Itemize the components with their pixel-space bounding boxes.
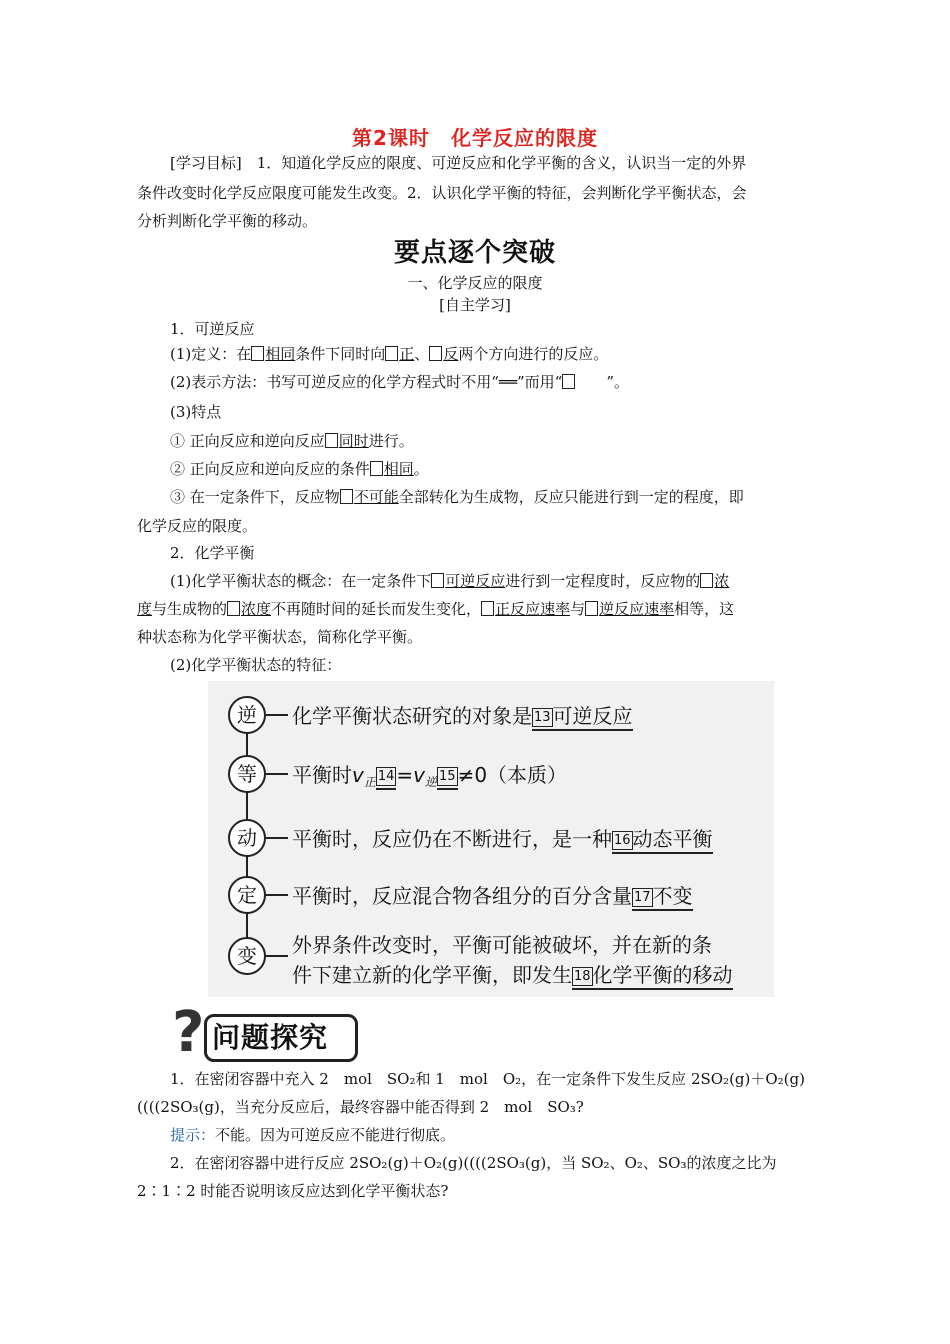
- text: 同时: [338, 432, 369, 450]
- blank-8: [700, 572, 729, 590]
- text: 相同: [383, 460, 414, 478]
- connector-dash: [266, 714, 288, 716]
- subscript: 正: [363, 775, 376, 789]
- text: ③ 在一定条件下，反应物: [170, 488, 340, 506]
- blank-11: [585, 600, 674, 618]
- answer-17: [632, 884, 693, 911]
- text: 、: [414, 345, 430, 363]
- self-study-label: [自主学习]: [439, 296, 511, 314]
- blank-box: [429, 346, 442, 361]
- subscript: 逆: [425, 775, 438, 789]
- q1-hint: [170, 1124, 455, 1145]
- section-heading: 要点逐个突破: [393, 238, 556, 268]
- text: 相等，这: [674, 600, 735, 618]
- blank-box: [370, 461, 383, 476]
- text: 平衡时，反应混合物各组分的百分含量: [292, 884, 632, 908]
- answer-13: [532, 704, 633, 731]
- text: 浓度: [241, 600, 272, 618]
- feature-ding-text: [292, 880, 693, 909]
- inquiry-banner: [170, 1000, 360, 1065]
- text: 平衡时，反应仍在不断进行，是一种: [292, 827, 612, 851]
- connector-dash: [266, 955, 288, 957]
- feature-ni-text: [292, 700, 633, 729]
- text: 度: [137, 600, 153, 618]
- objectives-text1: 1．知道化学反应的限度、可逆反应和化学平衡的含义，认识当一定的外界: [241, 154, 747, 172]
- number-box: 14: [377, 769, 395, 784]
- s2-concept-line3: 种状态称为化学平衡状态，简称化学平衡。: [137, 628, 423, 646]
- subsection-heading: 一、化学反应的限度: [407, 274, 543, 292]
- node-ding: 定: [228, 876, 266, 914]
- node-ni: 逆: [228, 696, 266, 734]
- text: 化学平衡的移动: [592, 963, 733, 987]
- text: ① 正向反应和逆向反应: [170, 432, 325, 450]
- s1-notation: [170, 371, 629, 392]
- answer-18: [572, 963, 733, 990]
- number-box: 13: [534, 710, 551, 725]
- text: 动态平衡: [632, 827, 713, 851]
- text: 全部转化为生成物，反应只能进行到一定的程度，即: [398, 488, 744, 506]
- answer-15: [437, 763, 458, 790]
- blank-box: [325, 433, 338, 448]
- text: 。: [413, 460, 429, 478]
- text: 平衡时: [292, 763, 352, 787]
- answer-14: [376, 763, 397, 790]
- q1-line2: ((((2SO₃(g)，当充分反应后，最终容器中能否得到 2 mol SO₃?: [137, 1098, 584, 1116]
- text: 不变: [652, 884, 693, 908]
- objectives-line3: 分析判断化学平衡的移动。: [137, 212, 318, 230]
- connector-dash: [266, 894, 288, 896]
- objectives-line1: [170, 148, 746, 178]
- text: 反: [443, 345, 459, 363]
- q2-line2: 2∶1∶2 时能否说明该反应达到化学平衡状态?: [137, 1182, 449, 1200]
- text: 与生成物的: [152, 600, 228, 618]
- feature-dong-text: [292, 823, 713, 852]
- feature-bian-text-1: 外界条件改变时，平衡可能被破坏，并在新的条: [292, 933, 712, 957]
- blank-3: [429, 345, 458, 363]
- s1-feature-3: [170, 486, 744, 507]
- blank-7: [431, 572, 505, 590]
- page-title: 第2课时 化学反应的限度: [352, 126, 598, 150]
- text: (2)表示方法：书写可逆反应的化学方程式时不用“══”而用“: [170, 373, 563, 391]
- connector-dash: [266, 837, 288, 839]
- text: (1)定义：在: [170, 345, 252, 363]
- blank-9: [227, 600, 271, 618]
- hint-text: 不能。因为可逆反应不能进行彻底。: [215, 1126, 456, 1144]
- text: 化学平衡状态研究的对象是: [292, 704, 532, 728]
- text: 不再随时间的延长而发生变化，: [271, 600, 482, 618]
- s1-feature-3-cont: 化学反应的限度。: [137, 517, 258, 535]
- node-bian: 变: [228, 937, 266, 975]
- s1-definition: [170, 343, 608, 364]
- blank-box: [585, 601, 598, 616]
- banner-title: 问题探究: [212, 1021, 329, 1054]
- q1-line1: 1．在密闭容器中充入 2 mol SO₂和 1 mol O₂，在一定条件下发生反应 2SO₂(g)＋O₂(g): [170, 1070, 805, 1088]
- number-box: 16: [614, 833, 631, 848]
- question-mark-icon: ?: [172, 1000, 205, 1065]
- equilibrium-features-diagram: [208, 681, 774, 997]
- q2-line1: 2．在密闭容器中进行反应 2SO₂(g)＋O₂(g)((((2SO₃(g)，当 SO₂、O₂、SO₃的浓度之比为: [170, 1154, 777, 1172]
- text: 不可能: [353, 488, 399, 506]
- feature-deng-text: [292, 759, 567, 790]
- text: 进行到一定程度时，反应物的: [505, 572, 701, 590]
- blank-2: [385, 345, 414, 363]
- velocity-symbol: v: [352, 763, 364, 787]
- node-deng: 等: [228, 755, 266, 793]
- text: 件下建立新的化学平衡，即发生: [292, 963, 572, 987]
- text: 可逆反应: [552, 704, 633, 728]
- text: 两个方向进行的反应。: [458, 345, 609, 363]
- text: 与: [570, 600, 586, 618]
- s2-concept-line2: [137, 598, 734, 619]
- blank-6: [340, 488, 399, 506]
- text: 可逆反应: [445, 572, 506, 590]
- blank-box: [340, 489, 353, 504]
- blank-box: [481, 601, 494, 616]
- objectives-label: [学习目标]: [170, 154, 242, 172]
- text: ≠0（本质）: [457, 763, 568, 787]
- s1-feature-1: [170, 430, 414, 451]
- number-box: 18: [574, 969, 591, 984]
- text: 条件下同时向: [295, 345, 386, 363]
- s1-feature-2: [170, 458, 429, 479]
- objectives-line2: 条件改变时化学反应限度可能发生改变。2．认识化学平衡的特征，会判断化学平衡状态，会: [137, 184, 747, 202]
- text: ② 正向反应和逆向反应的条件: [170, 460, 370, 478]
- blank-box: [227, 601, 240, 616]
- text: 进行。: [368, 432, 414, 450]
- text: (1)化学平衡状态的概念：在一定条件下: [170, 572, 432, 590]
- blank-box: [700, 573, 713, 588]
- text: =: [396, 763, 414, 787]
- s2-features-heading: (2)化学平衡状态的特征：: [170, 656, 342, 674]
- blank-box: [562, 374, 575, 389]
- node-dong: 动: [228, 819, 266, 857]
- feature-bian-text-2: [292, 959, 733, 988]
- s1-feature-heading: (3)特点: [170, 403, 222, 421]
- s1-heading: 1．可逆反应: [170, 320, 255, 338]
- blank-box: [251, 346, 264, 361]
- blank-5: [370, 460, 414, 478]
- number-box: 15: [439, 769, 456, 784]
- text: 正反应速率: [495, 600, 571, 618]
- text: 正: [399, 345, 415, 363]
- velocity-symbol: v: [413, 763, 426, 787]
- connector-dash: [266, 773, 288, 775]
- blank-box: [385, 346, 398, 361]
- answer-16: [612, 827, 713, 854]
- text: 相同: [265, 345, 296, 363]
- text: 逆反应速率: [599, 600, 675, 618]
- blank-box: [431, 573, 444, 588]
- blank-10: [481, 600, 570, 618]
- text: ”。: [576, 373, 629, 391]
- blank-1: [251, 345, 295, 363]
- s2-heading: 2．化学平衡: [170, 544, 255, 562]
- text: 浓: [714, 572, 730, 590]
- blank-4: [325, 432, 369, 450]
- s2-concept-line1: [170, 570, 729, 591]
- number-box: 17: [634, 890, 651, 905]
- hint-label: 提示：: [170, 1126, 216, 1144]
